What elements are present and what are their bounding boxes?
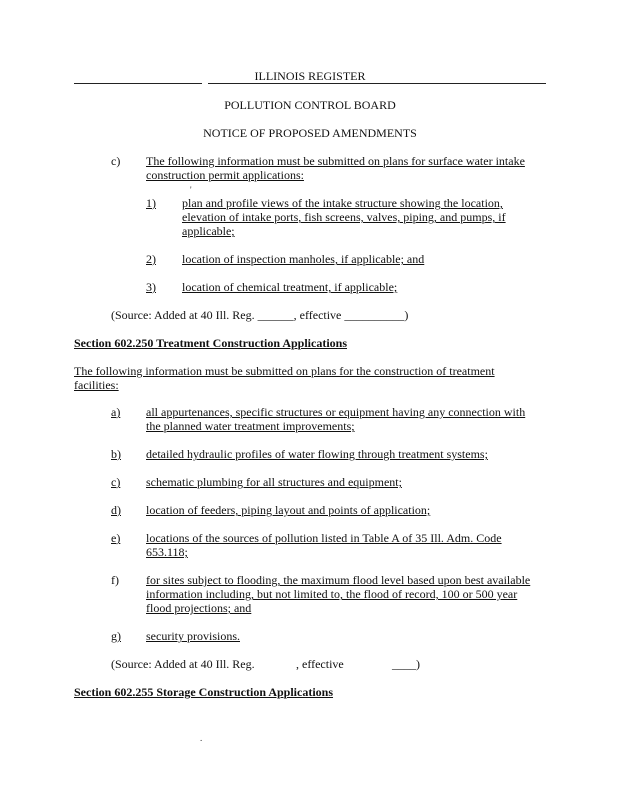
treatment-item-text: flood projections; and (146, 601, 252, 615)
intake-item-text: location of chemical treatment, if applicable; (182, 280, 398, 294)
treatment-item-label: b) (111, 447, 121, 461)
treatment-item-label: e) (111, 531, 121, 545)
treatment-item-label: d) (111, 503, 121, 517)
intake-item-label: 1) (146, 196, 156, 210)
treatment-item-label: g) (111, 629, 121, 643)
section-250-heading: Section 602.250 Treatment Construction Applications (74, 336, 348, 350)
treatment-item-text: the planned water treatment improvements; (146, 419, 355, 433)
intake-item-text: location of inspection manholes, if applicable; and (182, 252, 425, 266)
treatment-item-text: location of feeders, piping layout and points of application; (146, 503, 431, 517)
intake-item-text: plan and profile views of the intake structure showing the location, (182, 196, 503, 210)
register-title: ILLINOIS REGISTER (254, 69, 366, 83)
notice-title: NOTICE OF PROPOSED AMENDMENTS (203, 126, 417, 140)
section-250-intro-line1: The following information must be submitted on plans for the construction of treatment (74, 364, 495, 378)
header-rule-main (208, 83, 546, 84)
treatment-item-text: information including, but not limited to, the flood of record, 100 or 500 year (146, 587, 518, 601)
treatment-item-text: locations of the sources of pollution listed in Table A of 35 Ill. Adm. Code (146, 531, 502, 545)
intake-text-line1: The following information must be submitted on plans for surface water intake (146, 154, 525, 168)
stray-mark: . (200, 733, 203, 743)
treatment-item-text: for sites subject to flooding, the maximum flood level based upon best available (146, 573, 531, 587)
treatment-item-label: a) (111, 405, 121, 419)
treatment-item-label: c) (111, 475, 121, 489)
treatment-item-text: 653.118; (146, 545, 188, 559)
intake-text-line2: construction permit applications: (146, 168, 304, 182)
treatment-source-suffix: ____) (392, 657, 420, 671)
intake-item-text: elevation of intake ports, fish screens, valves, piping, and pumps, if (182, 210, 506, 224)
treatment-item-text: all appurtenances, specific structures or equipment having any connection with (146, 405, 526, 419)
header-rule-left (74, 83, 202, 84)
treatment-item-text: schematic plumbing for all structures and equipment; (146, 475, 402, 489)
intake-item-label: 2) (146, 252, 156, 266)
treatment-item-text: security provisions. (146, 629, 240, 643)
intake-item-text: applicable; (182, 224, 235, 238)
intake-label: c) (111, 154, 121, 168)
intake-item-label: 3) (146, 280, 156, 294)
board-title: POLLUTION CONTROL BOARD (224, 98, 396, 112)
section-250-intro-line2: facilities: (74, 378, 119, 392)
treatment-source-prefix: (Source: Added at 40 Ill. Reg. (111, 657, 255, 671)
intake-source-note: (Source: Added at 40 Ill. Reg. ______, effective __________) (111, 308, 409, 322)
stray-mark: ' (190, 185, 192, 195)
section-255-heading: Section 602.255 Storage Construction Applications (74, 685, 334, 699)
treatment-item-label: f) (111, 573, 119, 587)
treatment-source-middle: , effective (296, 657, 344, 671)
treatment-item-text: detailed hydraulic profiles of water flowing through treatment systems; (146, 447, 488, 461)
